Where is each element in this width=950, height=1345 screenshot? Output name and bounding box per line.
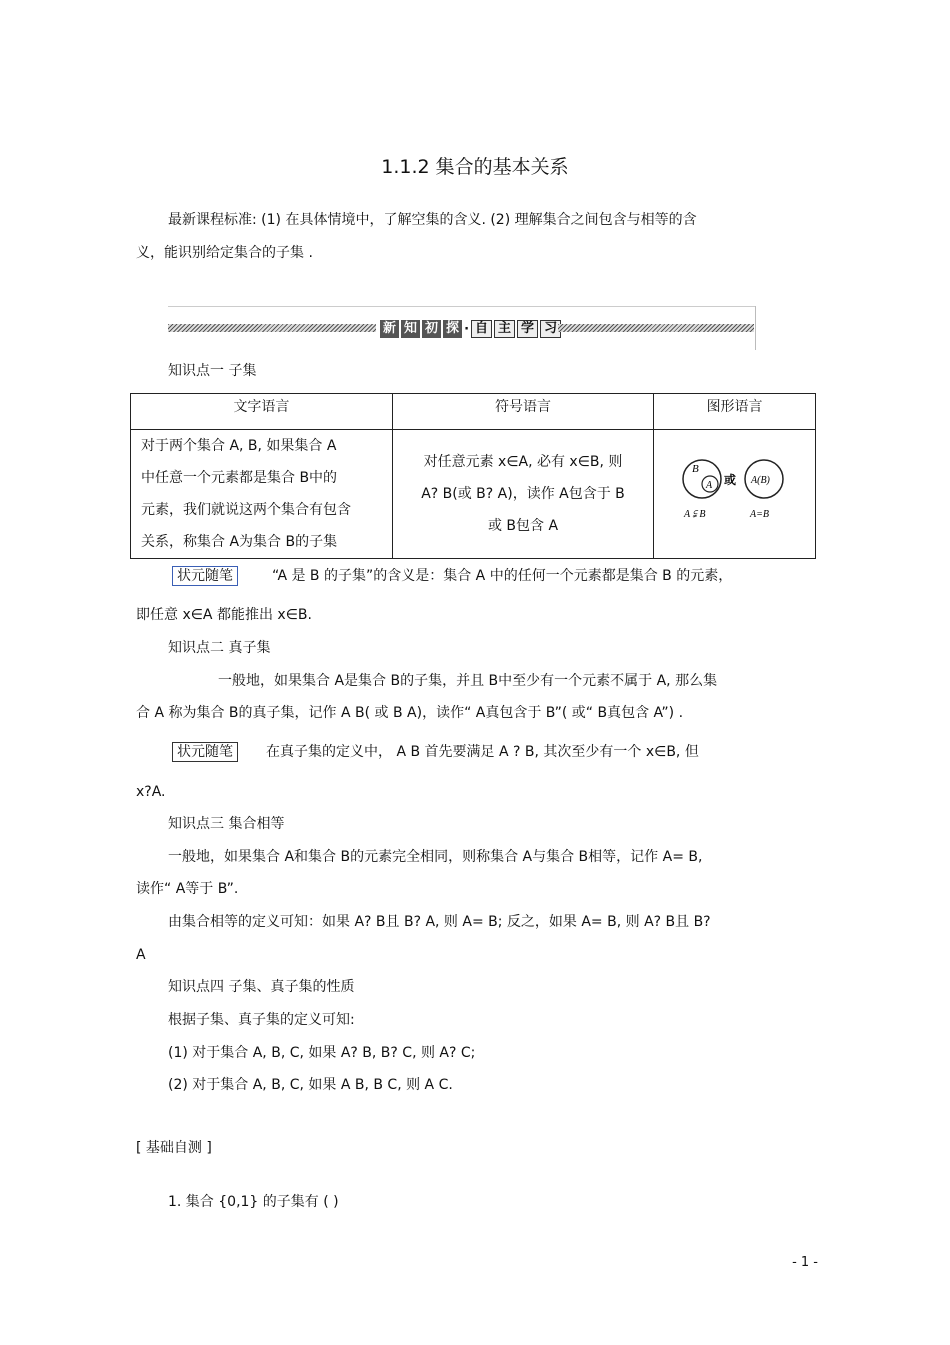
section-banner xyxy=(168,306,756,350)
k2-heading: 知识点二 真子集 xyxy=(168,640,271,656)
banner-char: 初 xyxy=(422,320,441,338)
page-number: - 1 - xyxy=(792,1255,818,1270)
venn-label-b: B xyxy=(691,463,699,475)
text-line: 对于两个集合 A, B, 如果集合 A xyxy=(141,438,337,454)
question-1: 1. 集合 {0,1} 的子集有 ( ) xyxy=(168,1194,339,1210)
k4-heading: 知识点四 子集、真子集的性质 xyxy=(168,979,355,995)
symbol-line: 或 B包含 A xyxy=(487,518,559,534)
banner-title xyxy=(380,319,561,339)
banner-char: 知 xyxy=(401,320,420,338)
venn-label-a: A xyxy=(705,480,712,491)
outer-circle xyxy=(683,460,721,498)
banner-edge xyxy=(755,306,756,350)
k2-line-1: 一般地，如果集合 A是集合 B的子集，并且 B中至少有一个元素不属于 A, 那么集 xyxy=(218,673,718,689)
k1-note xyxy=(172,566,238,586)
section-heading: [ 基础自测 ] xyxy=(136,1140,212,1156)
text-line: 元素，我们就说这两个集合有包含 xyxy=(141,502,351,518)
standard-line-2: 义，能识别给定集合的子集 . xyxy=(136,245,313,261)
note-tag: 状元随笔 xyxy=(172,566,238,586)
symbol-line: A? B(或 B? A)，读作 A包含于 B xyxy=(421,486,625,502)
k1-heading: 知识点一 子集 xyxy=(168,363,257,379)
k3-heading: 知识点三 集合相等 xyxy=(168,816,285,832)
table-header-cell: 符号语言 xyxy=(392,394,653,430)
venn-or: 或 xyxy=(723,473,736,487)
banner-char: 习 xyxy=(540,320,561,338)
k3-line-3: 由集合相等的定义可知：如果 A? B且 B? A, 则 A= B; 反之，如果 A= B, 则 A? B且 B? xyxy=(168,914,711,930)
banner-char: 探 xyxy=(443,320,462,338)
k2-note-line-1: 在真子集的定义中， A B 首先要满足 A ? B, 其次至少有一个 x∈B, 但 xyxy=(266,744,699,760)
text-language-cell xyxy=(131,430,393,559)
k2-line-2: 合 A 称为集合 B的真子集，记作 A B( 或 B A)，读作“ A真包含于 B”( 或“ B真包含 A”) . xyxy=(136,705,684,721)
subset-table xyxy=(130,393,816,559)
banner-char: 自 xyxy=(471,320,492,338)
banner-char: 主 xyxy=(494,320,515,338)
table-header-row xyxy=(131,394,816,430)
k3-line-1: 一般地，如果集合 A和集合 B的元素完全相同，则称集合 A与集合 B相等，记作 A= B, xyxy=(168,849,703,865)
symbol-language-cell xyxy=(392,430,653,559)
banner-top-rule xyxy=(168,306,756,307)
note-tag: 状元随笔 xyxy=(172,742,238,762)
table-header-cell: 图形语言 xyxy=(654,394,816,430)
text-line: 中任意一个元素都是集合 B中的 xyxy=(141,470,338,486)
symbol-line: 对任意元素 x∈A, 必有 x∈B, 则 xyxy=(423,454,623,470)
banner-stripe-left xyxy=(168,324,376,332)
k3-line-4: A xyxy=(136,947,146,963)
table-header-cell: 文字语言 xyxy=(131,394,393,430)
venn-caption-subset: A ⫋ B xyxy=(683,509,705,520)
banner-stripe-right xyxy=(558,324,754,332)
graphic-language-cell xyxy=(654,430,816,559)
k4-item-2: (2) 对于集合 A, B, C, 如果 A B, B C, 则 A C. xyxy=(168,1077,453,1093)
venn-caption-equal: A=B xyxy=(749,509,769,520)
venn-diagram xyxy=(680,457,790,527)
k4-line-1: 根据子集、真子集的定义可知: xyxy=(168,1012,355,1028)
banner-char: 学 xyxy=(517,320,538,338)
text-line: 关系，称集合 A为集合 B的子集 xyxy=(141,534,338,550)
standard-line-1: 最新课程标准: (1) 在具体情境中，了解空集的含义. (2) 理解集合之间包含与相等的含 xyxy=(168,212,697,228)
banner-char: 新 xyxy=(380,320,399,338)
table-row xyxy=(131,430,816,559)
k2-note-line-2: x?A. xyxy=(136,784,166,800)
k1-note-line-2: 即任意 x∈A 都能推出 x∈B. xyxy=(136,607,312,623)
k2-note xyxy=(172,742,238,762)
k4-item-1: (1) 对于集合 A, B, C, 如果 A? B, B? C, 则 A? C; xyxy=(168,1045,476,1061)
k1-note-line-1: “A 是 B 的子集”的含义是：集合 A 中的任何一个元素都是集合 B 的元素， xyxy=(272,568,733,584)
banner-dot: · xyxy=(464,321,470,337)
k3-line-2: 读作“ A等于 B”. xyxy=(136,881,239,897)
venn-label-ab: A(B) xyxy=(750,475,770,486)
page-title: 1.1.2 集合的基本关系 xyxy=(381,156,569,178)
